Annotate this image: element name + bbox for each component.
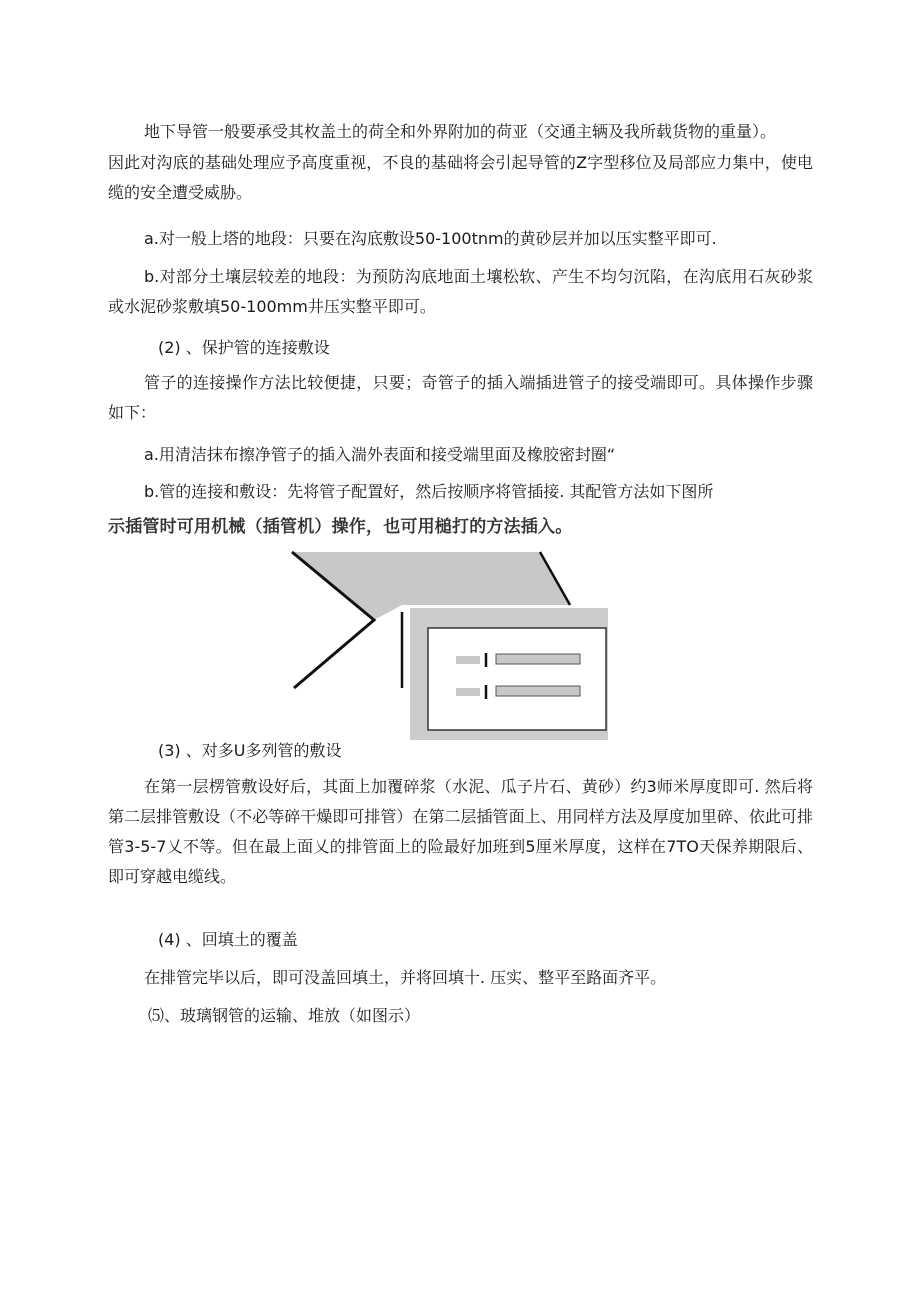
heading-transport-storage: ⑸、玻璃钢管的运输、堆放（如图示） bbox=[148, 1006, 421, 1025]
seal-right-bottom bbox=[496, 686, 580, 696]
seal-left-bottom bbox=[456, 688, 480, 696]
heading-pipe-connection: (2) 、保护管的连接敷设 bbox=[158, 338, 330, 357]
socket-inner-frame bbox=[428, 628, 606, 730]
paragraph-multi-row-method: 在第一层楞管敷设好后，其面上加覆碎浆（水泥、瓜子片石、黄砂）约3师米厚度即可. 然后将第二层排管敷设（不必等碎干燥即可排管）在第二层插管面上、用同样方法及厚度加里碎、依此可排管3-5-7乂不等。但在最上面乂的排管面上的险最好加班到5厘米厚度，这样在7TO天保养期限后、即可穿越电缆线。 bbox=[108, 777, 813, 886]
insertion-caption-line: 示插管时可用机械（插管机）操作，也可用槌打的方法插入。 bbox=[108, 517, 573, 537]
paragraph-connection-method: 管子的连接操作方法比较便捷，只要；奇管子的插入端插进管子的接受端即可。具体操作步骤如下： bbox=[108, 373, 813, 422]
seal-left-top bbox=[456, 656, 480, 664]
item-b-poor-soil-section: b.对部分土壤层较差的地段：为预防沟底地面土壤松软、产生不均匀沉陷，在沟底用石灰砂浆或水泥砂浆敷填50-100mm井压实整平即可。 bbox=[108, 267, 813, 316]
item-2a-clean-pipe: a.用清洁抹布擦净管子的插入湍外表面和接受端里面及橡胶密封圈“ bbox=[144, 445, 616, 464]
heading-backfill: (4) 、回填土的覆盖 bbox=[158, 930, 298, 949]
paragraph-load-intro-line1: 地下导管一般要承受其枚盖土的荷全和外界附加的荷亚（交通主辆及我所载货物的重量）。 bbox=[144, 122, 777, 141]
pipe-insertion-diagram bbox=[290, 550, 610, 740]
heading-multi-row-laying: (3) 、对多U多列管的敷设 bbox=[158, 741, 342, 760]
pipe-insertion-figure bbox=[290, 550, 610, 740]
item-2b-connect-lay: b.管的连接和敷设：先将管子配置好，然后按顺序将管插接. 其配管方法如下图所 bbox=[144, 482, 714, 501]
paragraph-backfill: 在排管完毕以后，即可没盖回填土，并将回填十. 压实、整平至路面齐平。 bbox=[144, 968, 667, 987]
paragraph-load-intro-rest: 因此对沟底的基础处理应予高度重视，不良的基础将会引起导管的Z字型移位及局部应力集中，使电缆的安全遭受威胁。 bbox=[108, 153, 813, 202]
item-a-general-section: a.对一般上塔的地段：只要在沟底敷设50-100tnm的黄砂层并加以压实整平即可. bbox=[144, 229, 717, 248]
seal-right-top bbox=[496, 654, 580, 664]
